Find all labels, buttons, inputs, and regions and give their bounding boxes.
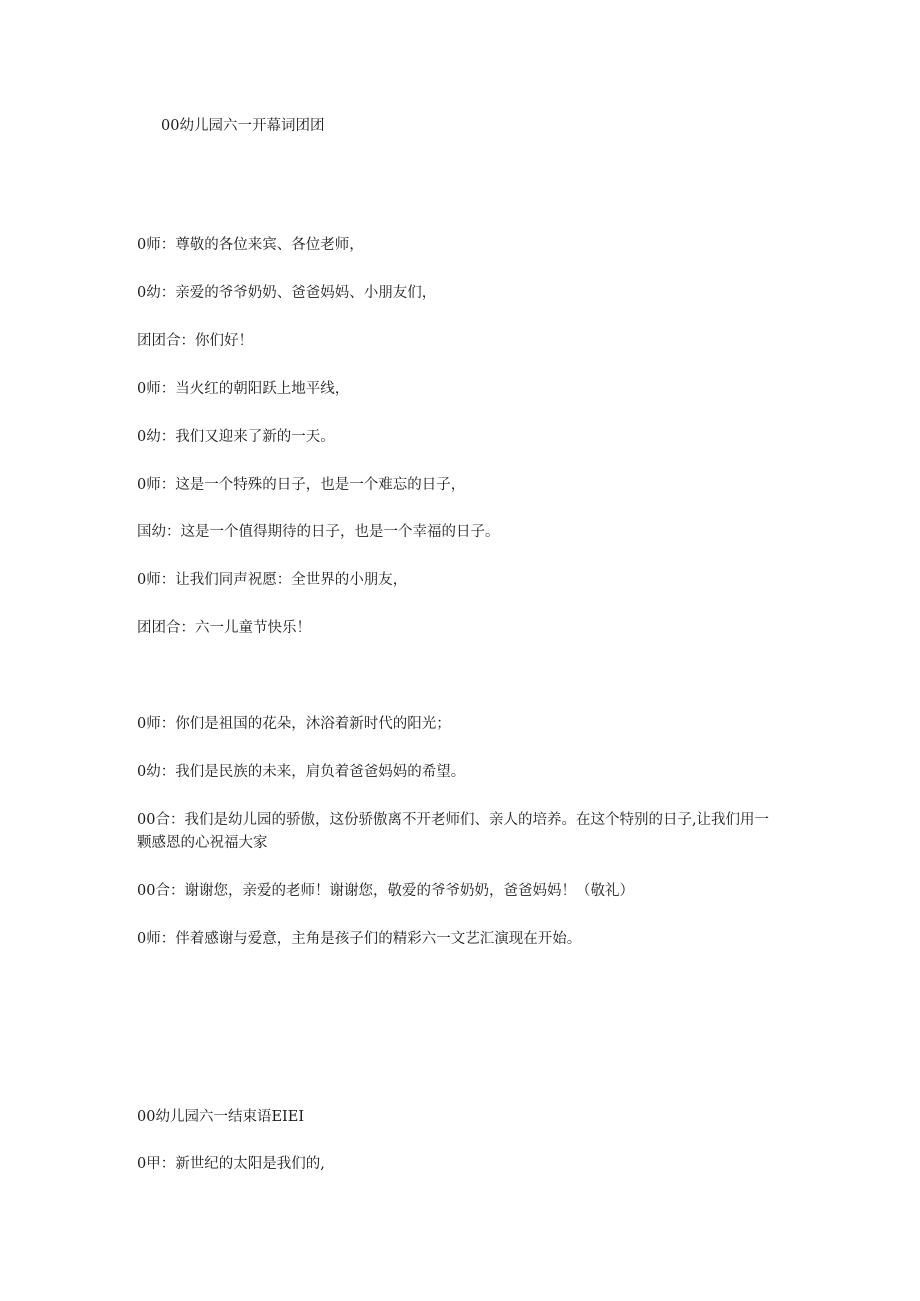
script-line: 0幼：我们是民族的未来，肩负着爸爸妈妈的希望。 [137,764,466,780]
script-line: 团团合：六一儿童节快乐！ [137,620,311,636]
script-line: 国幼：这是一个值得期待的日子，也是一个幸福的日子。 [137,524,500,540]
script-line: 0师：尊敬的各位来宾、各位老师， [137,237,364,253]
script-line: 团团合：你们好！ [137,333,253,349]
opening-speech-title: 00幼儿园六一开幕词团团 [161,118,325,134]
script-line: 0师：让我们同声祝愿：全世界的小朋友， [137,572,408,588]
script-line: 0幼：我们又迎来了新的一天。 [137,429,335,445]
script-line: 0师：这是一个特殊的日子，也是一个难忘的日子， [137,477,466,493]
script-line: 0师：你们是祖国的花朵，沐浴着新时代的阳光； [137,716,451,732]
script-line: 00合：我们是幼儿园的骄傲，这份骄傲离不开老师们、亲人的培养。在这个特别的日子,让我们用一颗感恩的心祝福大家 [137,812,770,851]
closing-speech-title: 00幼儿园六一结束语EIEI [137,1109,305,1125]
script-line: 0甲：新世纪的太阳是我们的, [137,1156,325,1172]
script-line: 0师：当火红的朝阳跃上地平线， [137,381,350,397]
script-line: 00合：谢谢您，亲爱的老师！谢谢您，敬爱的爷爷奶奶，爸爸妈妈！（敬礼） [137,883,634,899]
script-line: 0幼：亲爱的爷爷奶奶、爸爸妈妈、小朋友们， [137,285,437,301]
script-line: 0师：伴着感谢与爱意，主角是孩子们的精彩六一文艺汇演现在开始。 [137,931,582,947]
